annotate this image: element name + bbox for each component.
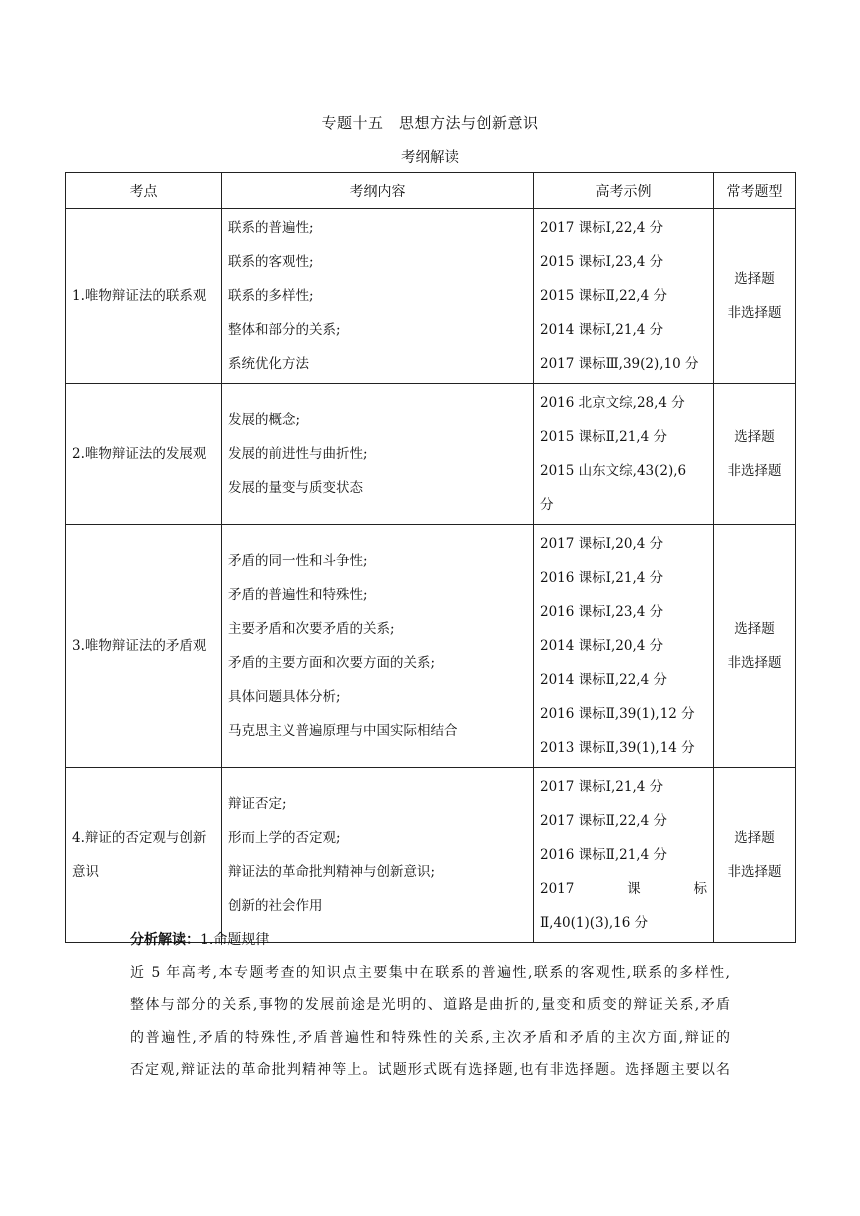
example-item: 2014 课标Ⅰ,20,4 分: [540, 638, 664, 654]
types-cell: [714, 384, 796, 525]
content-item: 辩证否定;: [228, 796, 287, 812]
content-item: 矛盾的主要方面和次要方面的关系;: [228, 655, 436, 671]
example-fragment: 标: [693, 881, 707, 897]
page-title: 专题十五 思想方法与创新意识: [321, 114, 539, 132]
example-item: 2016 课标Ⅱ,21,4 分: [540, 847, 667, 863]
header-examples: 高考示例: [534, 173, 714, 209]
examples-cell: [534, 525, 714, 768]
type-item: 选择题: [734, 621, 775, 637]
example-item: 分: [540, 497, 554, 513]
analysis-label: 分析解读：: [130, 932, 200, 948]
type-item: 非选择题: [727, 864, 782, 880]
content-item: 发展的前进性与曲折性;: [228, 446, 368, 462]
example-item-justified: [540, 872, 707, 906]
example-item: 2017 课标Ⅱ,22,4 分: [540, 813, 667, 829]
example-fragment: 课: [627, 881, 641, 897]
content-item: 发展的量变与质变状态: [228, 480, 363, 496]
content-item: 联系的多样性;: [228, 288, 314, 304]
type-item: 选择题: [734, 429, 775, 445]
example-item: 2016 课标Ⅰ,21,4 分: [540, 570, 664, 586]
example-item: 2016 课标Ⅱ,39(1),12 分: [540, 706, 695, 722]
header-topic: 考点: [66, 173, 222, 209]
types-cell: [714, 768, 796, 943]
content-item: 辩证法的革命批判精神与创新意识;: [228, 864, 436, 880]
example-item: 2013 课标Ⅱ,39(1),14 分: [540, 740, 695, 756]
examples-cell: [534, 384, 714, 525]
types-cell: [714, 209, 796, 384]
topic-cell: 3.唯物辩证法的矛盾观: [66, 525, 222, 768]
topic-cell: 4.辩证的否定观与创新意识: [66, 768, 222, 943]
type-item: 非选择题: [727, 655, 782, 671]
content-item: 矛盾的普遍性和特殊性;: [228, 587, 368, 603]
analysis-heading-line: [130, 924, 730, 957]
type-item: 选择题: [734, 830, 775, 846]
content-item: 矛盾的同一性和斗争性;: [228, 553, 368, 569]
example-item: 2015 课标Ⅱ,22,4 分: [540, 288, 667, 304]
example-fragment: 2017: [540, 881, 575, 897]
content-cell: [222, 768, 534, 943]
topic-cell: 1.唯物辩证法的联系观: [66, 209, 222, 384]
content-cell: [222, 384, 534, 525]
example-item: Ⅱ,40(1)(3),16 分: [540, 915, 649, 931]
type-item: 选择题: [734, 271, 775, 287]
header-question-types: 常考题型: [714, 173, 796, 209]
content-item: 联系的普遍性;: [228, 220, 314, 236]
table-row: [66, 525, 796, 768]
table-caption: 考纲解读: [401, 150, 459, 166]
example-item: 2017 课标Ⅰ,20,4 分: [540, 536, 664, 552]
content-item: 马克思主义普遍原理与中国实际相结合: [228, 723, 458, 739]
content-cell: [222, 525, 534, 768]
table-row: [66, 384, 796, 525]
examples-cell: [534, 209, 714, 384]
table-row: [66, 209, 796, 384]
analysis-section: [130, 924, 730, 1087]
example-item: 2015 课标Ⅰ,23,4 分: [540, 254, 664, 270]
content-item: 具体问题具体分析;: [228, 689, 341, 705]
content-item: 形而上学的否定观;: [228, 830, 341, 846]
content-item: 系统优化方法: [228, 356, 309, 372]
analysis-line: 否定观,辩证法的革命批判精神等上。试题形式既有选择题,也有非选择题。选择题主要以名: [130, 1062, 730, 1078]
example-item: 2017 课标Ⅰ,22,4 分: [540, 220, 664, 236]
examples-cell: [534, 768, 714, 943]
type-item: 非选择题: [727, 305, 782, 321]
header-content: 考纲内容: [222, 173, 534, 209]
example-item: 2015 课标Ⅱ,21,4 分: [540, 429, 667, 445]
content-item: 联系的客观性;: [228, 254, 314, 270]
content-item: 发展的概念;: [228, 412, 301, 428]
syllabus-table: [65, 172, 796, 943]
example-item: 2017 课标Ⅰ,21,4 分: [540, 779, 664, 795]
content-item: 主要矛盾和次要矛盾的关系;: [228, 621, 395, 637]
types-cell: [714, 525, 796, 768]
analysis-heading: 1.命题规律: [200, 932, 270, 948]
example-item: 2016 北京文综,28,4 分: [540, 395, 685, 411]
table-row: [66, 768, 796, 943]
topic-cell: 2.唯物辩证法的发展观: [66, 384, 222, 525]
example-item: 2014 课标Ⅱ,22,4 分: [540, 672, 667, 688]
content-item: 整体和部分的关系;: [228, 322, 341, 338]
example-item: 2015 山东文综,43(2),6: [540, 463, 687, 479]
example-item: 2017 课标Ⅲ,39(2),10 分: [540, 356, 699, 372]
example-item: 2016 课标Ⅰ,23,4 分: [540, 604, 664, 620]
content-cell: [222, 209, 534, 384]
example-item: 2014 课标Ⅰ,21,4 分: [540, 322, 664, 338]
table-header-row: [66, 173, 796, 209]
analysis-line: 近 5 年高考,本专题考查的知识点主要集中在联系的普遍性,联系的客观性,联系的多样性,: [130, 964, 730, 981]
analysis-line: 整体与部分的关系,事物的发展前途是光明的、道路是曲折的,量变和质变的辩证关系,矛盾: [130, 997, 730, 1013]
type-item: 非选择题: [727, 463, 782, 479]
content-item: 创新的社会作用: [228, 898, 323, 914]
analysis-line: 的普遍性,矛盾的特殊性,矛盾普遍性和特殊性的关系,主次矛盾和矛盾的主次方面,辩证的: [130, 1029, 730, 1046]
